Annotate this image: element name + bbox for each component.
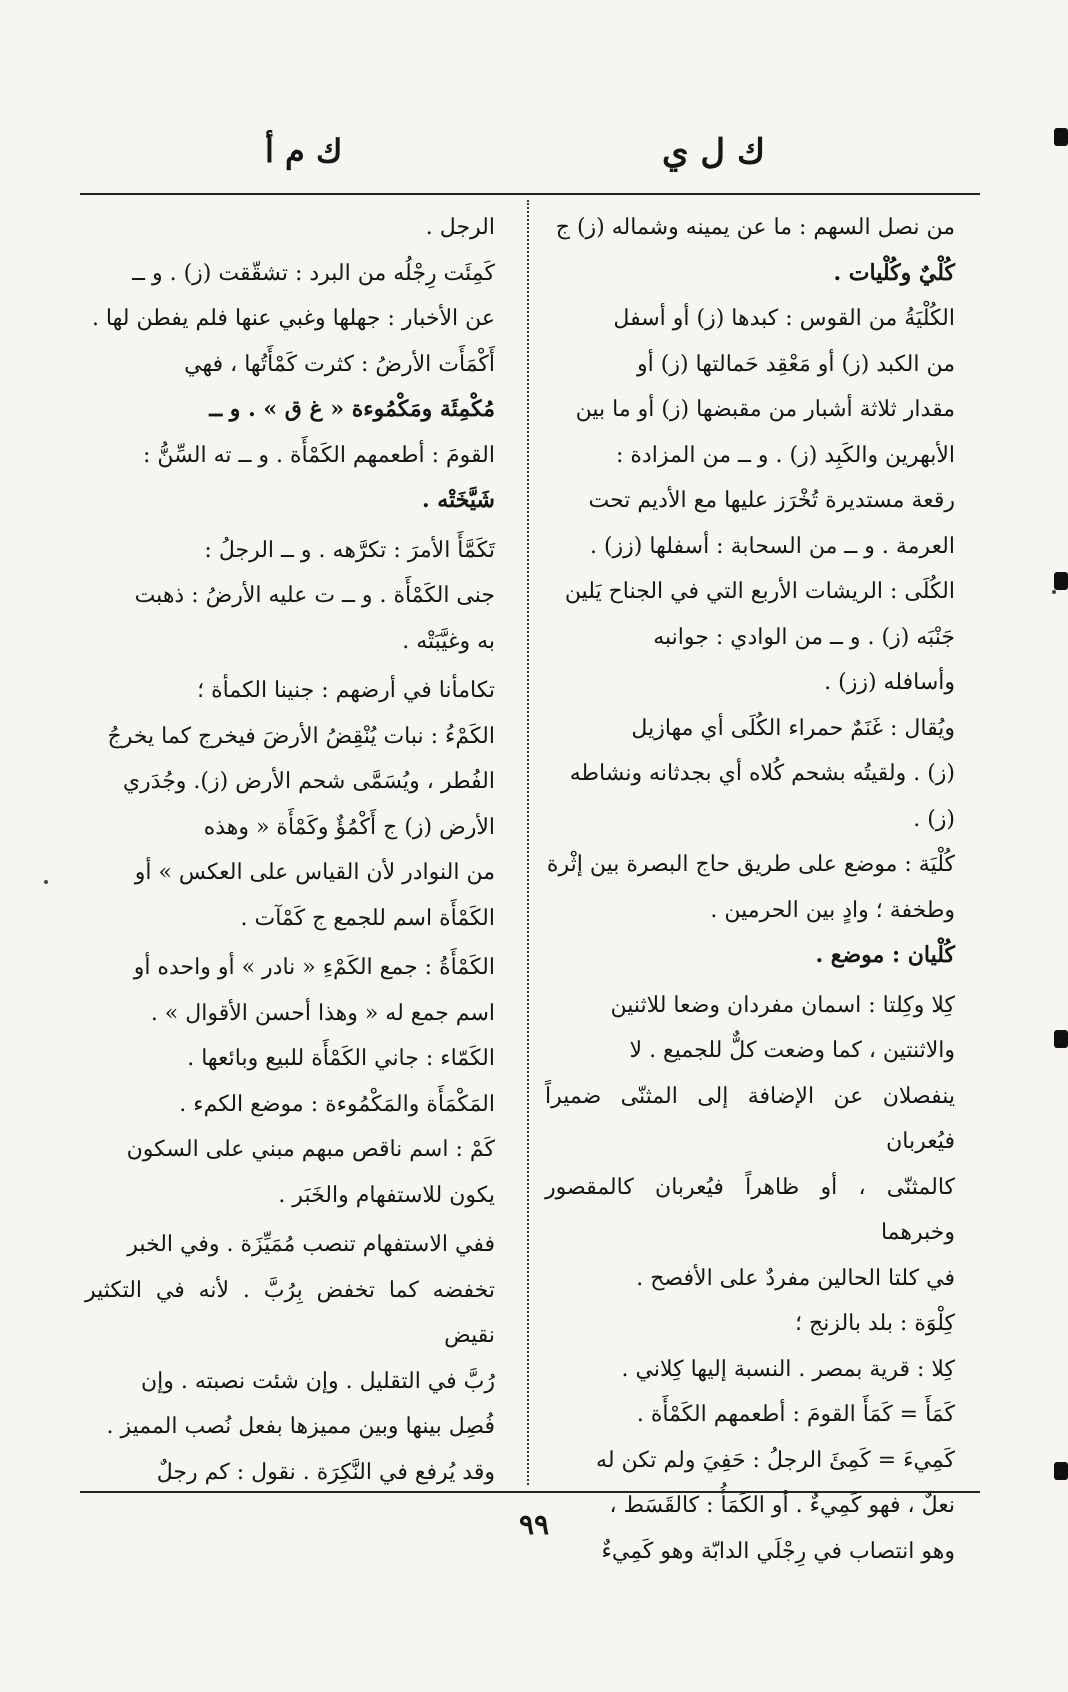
entry-line: يكون للاستفهام والخَبَر .	[278, 1182, 495, 1208]
entry-line: رقعة مستديرة تُخْرَز عليها مع الأديم تحت	[588, 488, 955, 513]
binding-mark	[1054, 1030, 1068, 1048]
entry-line: الكَمْأَة اسم للجمع ج كَمْآت .	[240, 905, 495, 931]
entry-line: كَمَأَ = كَمَأَ القومَ : أطعمهم الكَمْأَة .	[636, 1402, 955, 1427]
entry-line: وأسافله (زز) .	[824, 670, 955, 695]
entry-line: تخفضه كما تخفض بِرُبَّ . لأنه في التكثير نقيض	[85, 1277, 495, 1348]
entry-line: من الكبد (ز) أو مَعْقِد حَمالتها (ز) أو	[637, 351, 955, 377]
entry-line: جنى الكَمْأَة . و ــ ت عليه الأرضُ : ذهبت	[134, 583, 495, 608]
entry-line: كِلْوَة : بلد بالزنج ؛	[795, 1311, 955, 1336]
entry-line: جَنْبَه (ز) . و ــ من الوادي : جوانبه	[653, 624, 955, 650]
entry-line: الكُلَى : الريشات الأربع التي في الجناح يَلين	[564, 579, 955, 604]
right-column	[545, 205, 955, 1564]
entry-line: العرمة . و ــ من السحابة : أسفلها (زز) .	[589, 533, 955, 559]
entry-line: وهو انتصاب في رِجْلَي الدابّة وهو كَمِيءٌ	[601, 1538, 955, 1564]
entry-line: كَمِئَت رِجْلُه من البرد : تشقّقت (ز) . و ــ	[132, 260, 495, 286]
entry-line: الكُلْيَةُ من القوس : كبدها (ز) أو أسفل	[613, 306, 955, 331]
scan-speck	[44, 880, 48, 884]
entry-line: كُلْيَة : موضع على طريق حاج البصرة بين إثْرة	[546, 852, 955, 877]
entry-line: الكَمّاء : جاني الكَمْأَة للبيع وبائعها .	[187, 1046, 495, 1071]
page-number: ٩٩	[518, 1508, 550, 1541]
right-root-heading: ك ل ي	[661, 132, 765, 172]
page-header	[80, 132, 980, 182]
left-column	[85, 205, 495, 1485]
entry-line: مُكْمِئَة ومَكْمُوءة « غ ق » . و ــ	[209, 396, 495, 422]
entry-line: ويُقال : غَنَمٌ حمراء الكُلَى أي مهازيل	[631, 715, 955, 741]
entry-line: الأرض (ز) ج أَكْمُؤٌ وكَمْأَة « وهذه	[203, 814, 495, 840]
entry-line: فُصِل بينها وبين مميزها بفعل نُصب المميز .	[106, 1414, 495, 1439]
entry-line: من نصل السهم : ما عن يمينه وشماله (ز) ج	[555, 215, 955, 240]
entry-line: الأبهرين والكَبِد (ز) . و ــ من المزادة :	[615, 442, 955, 468]
entry-line: الكَمْءُ : نبات يُنْقِضُ الأرضَ فيخرج كما يخرجُ	[107, 723, 495, 749]
binding-mark	[1054, 128, 1068, 146]
entry-line: كَمْ : اسم ناقص مبهم مبني على السكون	[126, 1137, 495, 1162]
entry-line: عن الأخبار : جهلها وغبي عنها فلم يفطن لها .	[91, 306, 495, 331]
left-root-heading: ك م أ	[265, 132, 343, 170]
entry-line: كِلا وكِلتا : اسمان مفردان وضعا للاثنين	[610, 992, 955, 1018]
entry-line: ينفصلان عن الإضافة إلى المثنّى ضميراً فيُعربان	[545, 1083, 955, 1154]
entry-line: الرجل .	[425, 215, 495, 240]
entry-line: شَيَّخَتْه .	[421, 487, 495, 513]
header-rule	[80, 193, 980, 195]
entry-line: كِلا : قرية بمصر . النسبة إليها كِلاني .	[621, 1356, 955, 1382]
entry-line: تكامأنا في أرضهم : جنينا الكمأة ؛	[197, 678, 495, 703]
binding-mark	[1054, 1462, 1068, 1480]
entry-line: الكَمْأَةُ : جمع الكَمْءِ « نادر » أو واحده أو	[133, 955, 495, 980]
entry-line: رُبَّ في التقليل . وإن شئت نصبته . وإن	[140, 1368, 495, 1394]
entry-line: (ز) .	[913, 806, 955, 832]
entry-line: كالمثنّى ، أو ظاهراً فيُعربان كالمقصور وخبرهما	[545, 1174, 955, 1245]
entry-line: وقد يُرفع في النَّكِرَة . نقول : كم رجلٌ	[156, 1459, 495, 1485]
entry-line: القومَ : أطعمهم الكَمْأَة . و ــ ته السِّنُّ :	[143, 442, 495, 468]
entry-line: نعلٌ ، فهو كَمِيءٌ . أو الكَمَأُ : كالقَسَط ،	[609, 1493, 955, 1518]
entry-line: (ز) . ولقيتُه بشحم كُلاه أي بجدثانه ونشاطه	[569, 761, 955, 786]
entry-line: المَكْمَأَة والمَكْمُوءة : موضع الكمء .	[179, 1091, 495, 1117]
entry-line: كُلْيان : موضع .	[815, 942, 955, 968]
scan-speck	[1052, 590, 1056, 594]
entry-line: أَكْمَأَت الأرضُ : كثرت كَمْأَتُها ، فهي	[184, 351, 495, 377]
entry-line: مقدار ثلاثة أشبار من مقبضها (ز) أو ما بين	[575, 397, 955, 422]
binding-mark	[1054, 572, 1068, 590]
entry-line: به وغيَّبَتْه .	[402, 628, 495, 654]
entry-line: من النوادر لأن القياس على العكس » أو	[134, 860, 495, 885]
entry-line: الفُطر ، ويُسَمَّى شحم الأرض (ز). وجُدَري	[122, 769, 495, 794]
entry-line: تَكَمَّأَ الأمرَ : تكرَّهه . و ــ الرجلُ :	[204, 537, 495, 563]
footer-rule	[80, 1491, 980, 1493]
entry-line: والاثنتين ، كما وضعت كلٌّ للجميع . لا	[629, 1038, 955, 1063]
entry-line: ففي الاستفهام تنصب مُمَيِّزَة . وفي الخبر	[127, 1232, 495, 1257]
entry-line: وطخفة ؛ وادٍ بين الحرمين .	[710, 897, 955, 923]
entry-line: اسم جمع له « وهذا أحسن الأقوال » .	[150, 1000, 495, 1026]
column-divider	[527, 200, 529, 1485]
entry-line: في كلتا الحالين مفردٌ على الأفصح .	[636, 1265, 955, 1291]
entry-line: كَمِيءَ = كَمِئَ الرجلُ : حَفِيَ ولم تكن له	[596, 1447, 955, 1473]
entry-line: كُلْيٌ وكُلْيات .	[833, 259, 955, 286]
